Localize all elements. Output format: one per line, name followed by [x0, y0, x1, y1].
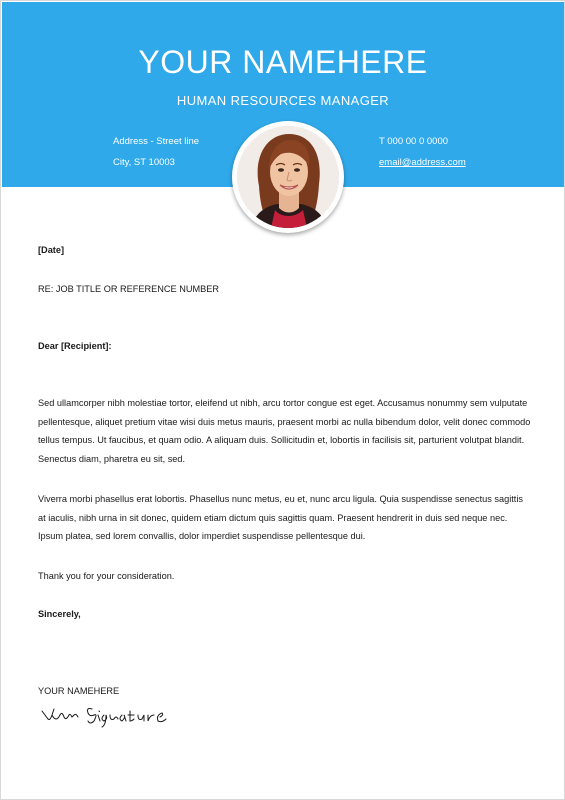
phone-number: T 000 00 0 0000: [379, 136, 449, 147]
letter-salutation: Dear [Recipient]:: [38, 341, 112, 351]
letter-closing: Sincerely,: [38, 609, 81, 619]
signer-name: YOUR NAMEHERE: [38, 686, 120, 696]
profile-photo-frame: [232, 121, 344, 233]
letter-paragraph-1: Sed ullamcorper nibh molestiae tortor, eleifend ut nibh, arcu tortor congue est eget. Accusamus nonummy sem vulputate pellentesque, aliquet pretium vitae wisi duis metus mauris, praesent morbi ac nulla bibendum dolor, velit donec commodo tellus tempus. Ut faucibus, et quam odio. A aliquam duis. Sollicitudin et, lobortis in facilisis sit, parturient volutpat blandit. Senectus diam, pharetra eu sit, sed.: [38, 398, 531, 464]
signature-image: [38, 701, 188, 729]
profile-photo: [237, 126, 339, 228]
handwritten-signature: [38, 701, 188, 729]
letter-date: [Date]: [38, 245, 65, 255]
contact-block: [379, 136, 466, 178]
letter-reference: RE: JOB TITLE OR REFERENCE NUMBER: [38, 284, 220, 294]
applicant-name: YOUR NAMEHERE: [138, 44, 428, 80]
address-block: [113, 136, 199, 178]
email-link[interactable]: email@address.com: [379, 157, 466, 168]
letter-paragraph-2: Viverra morbi phasellus erat lobortis. Phasellus nunc metus, eu et, nunc arcu ligula. Quia suspendisse senectus sagittis at iaculis, nibh urna in sit donec, quidem etiam dictum quis sagittis quam. Praesent hendrerit in duis sed neque nec. Ipsum platea, sed lorem convallis, dolor imperdiet suspendisse pellentesque dui.: [38, 494, 523, 541]
applicant-title: HUMAN RESOURCES MANAGER: [176, 93, 390, 108]
letter-thanks: Thank you for your consideration.: [38, 571, 175, 581]
address-street: Address - Street line: [113, 136, 200, 147]
portrait-image: [237, 126, 339, 228]
address-city: City, ST 10003: [113, 157, 175, 168]
